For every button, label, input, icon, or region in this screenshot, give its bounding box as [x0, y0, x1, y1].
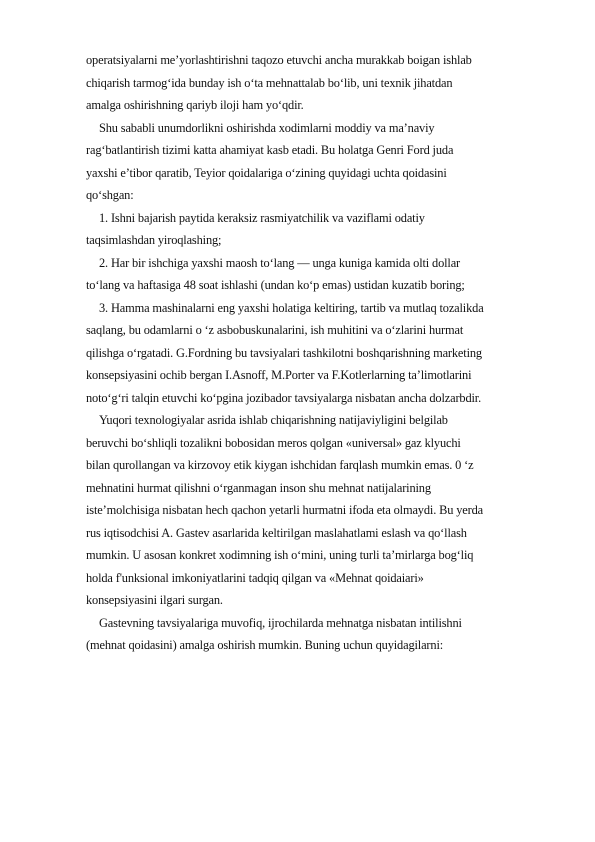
text-line: Gastevning tavsiyalariga muvofiq, ijrochilarda mehnatga nisbatan intilishni [99, 615, 462, 630]
text-line: to‘lang va haftasiga 48 soat ishlashi (undan ko‘p emas) ustidan kuzatib boring; [86, 278, 465, 292]
text-line: mehnatini hurmat qilishni o‘rganmagan inson shu mehnat natijalarining [86, 480, 431, 495]
text-line: iste’molchisiga nisbatan hech qachon yetarli hurmatni ifoda eta olmaydi. Bu yerda [86, 503, 483, 517]
text-line: saqlang, bu odamlarni o ‘z asbobuskunalarini, ish muhitini va o‘zlarini hurmat [86, 323, 464, 337]
text-line: 2. Har bir ishchiga yaxshi maosh to‘lang — unga kuniga kamida olti dollar [99, 255, 461, 270]
text-line: holda f'unksional imkoniyatlarini tadqiq qilgan va «Mehnat qoidaiari» [86, 570, 424, 585]
text-line: rag‘batlantirish tizimi katta ahamiyat kasb etadi. Bu holatga Genri Ford juda [86, 143, 454, 157]
text-line: Shu sababli unumdorlikni oshirishda xodimlarni moddiy va ma’naviy [99, 120, 435, 135]
paragraph [86, 409, 552, 612]
text-line: yaxshi e’tibor qaratib, Teyior qoidalariga o‘zining quyidagi uchta qoidasini [86, 165, 447, 180]
text-line: operatsiyalarni me’yorlashtirishni taqozo etuvchi ancha murakkab boigan ishlab [86, 53, 472, 67]
text-line: beruvchi bo‘shliqli tozalikni bobosidan meros qolgan «universal» gaz klyuchi [86, 435, 461, 450]
text-line: 1. Ishni bajarish paytida keraksiz rasmiyatchilik va vaziflami odatiy [99, 210, 425, 225]
paragraph [86, 49, 552, 117]
text-line: amalga oshirishning qariyb iloji ham yo‘qdir. [86, 98, 304, 112]
text-line: konsepsiyasini ochib bergan I.Asnoff, M.Porter va F.Kotlerlarning ta’limotlarini [86, 368, 472, 382]
text-line: (mehnat qoidasini) amalga oshirish mumkin. Buning uchun quyidagilarni: [86, 638, 444, 652]
text-line: qo‘shgan: [86, 188, 134, 202]
paragraph [86, 612, 552, 657]
text-line: konsepsiyasini ilgari surgan. [86, 593, 223, 607]
paragraph [86, 297, 552, 410]
text-line: qilishga o‘rgatadi. G.Fordning bu tavsiyalari tashkilotni boshqarishning marketing [86, 345, 482, 360]
text-line: bilan qurollangan va kirzovoy etik kiygan ishchidan farqlash mumkin emas. 0 ‘z [86, 458, 474, 472]
paragraph [86, 207, 552, 252]
text-line: noto‘g‘ri talqin etuvchi ko‘pgina jozibador tavsiyalarga nisbatan ancha dolzarbdir. [86, 390, 482, 405]
text-line: mumkin. U asosan konkret xodimning ish o‘mini, uning turli ta’mirlarga bog‘liq [86, 548, 474, 562]
text-line: chiqarish tarmog‘ida bunday ish o‘ta mehnattalab bo‘lib, uni texnik jihatdan [86, 75, 453, 90]
paragraph [86, 252, 552, 297]
text-line: taqsimlashdan yiroqlashing; [86, 233, 222, 247]
body-text [86, 49, 552, 657]
paragraph [86, 117, 552, 207]
text-line: 3. Hamma mashinalarni eng yaxshi holatiga keltiring, tartib va mutlaq tozalikda [99, 300, 484, 315]
text-line: Yuqori texnologiyalar asrida ishlab chiqarishning natijaviyligini belgilab [99, 413, 448, 427]
text-line: rus iqtisodchisi A. Gastev asarlarida keltirilgan maslahatlami eslash va qo‘llash [86, 525, 467, 540]
